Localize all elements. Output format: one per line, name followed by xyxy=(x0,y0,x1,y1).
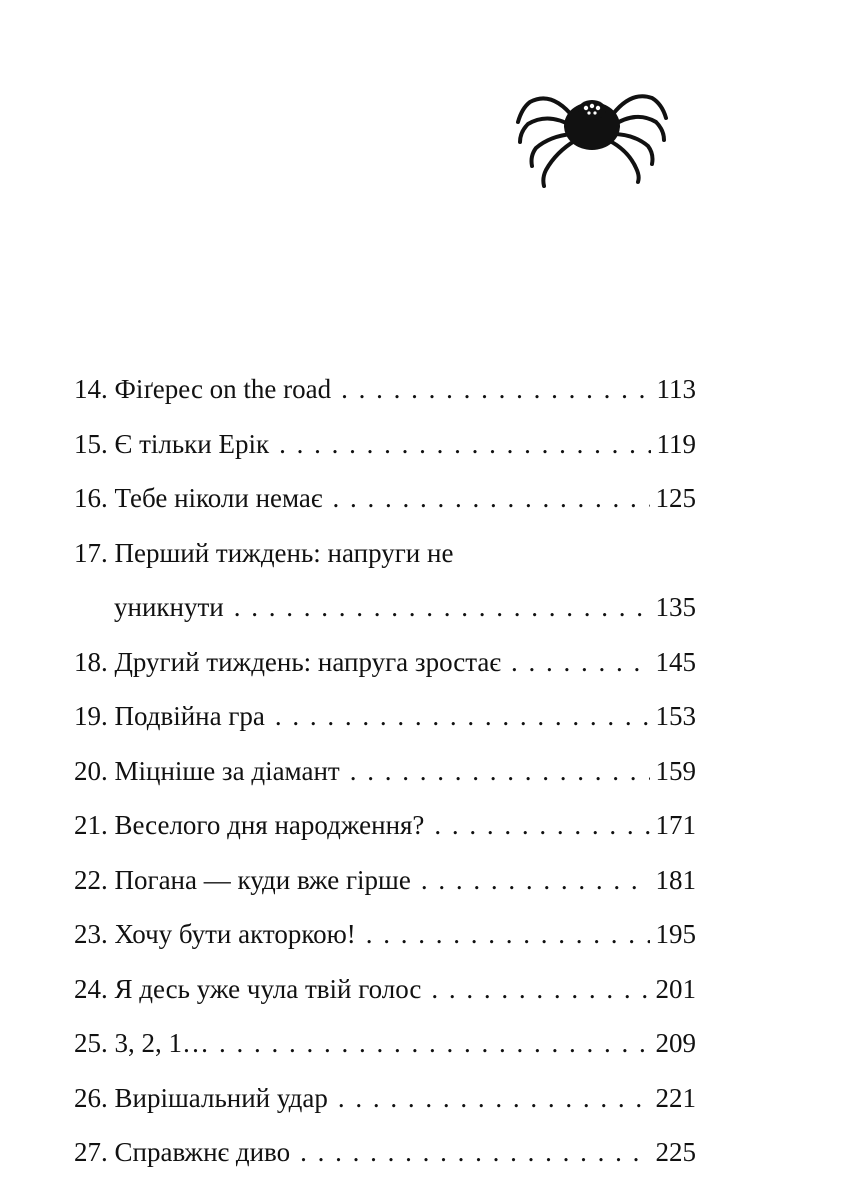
toc-entry-title: 15. Є тільки Ерік xyxy=(74,428,270,459)
toc-entry-22 xyxy=(74,853,696,908)
toc-entry-page: 225 xyxy=(655,1137,696,1167)
toc-entry-page: 135 xyxy=(655,592,696,622)
toc-entry-16 xyxy=(74,471,696,526)
toc-entry-title: 23. Хочу бути акторкою! xyxy=(74,919,356,949)
toc-entry-page: 181 xyxy=(655,864,696,895)
dot-leader xyxy=(219,1016,650,1071)
dot-leader xyxy=(350,744,650,799)
toc-entry-title: 20. Міцніше за діамант xyxy=(74,755,340,786)
dot-leader xyxy=(332,471,649,526)
dot-leader xyxy=(279,417,650,472)
dot-leader xyxy=(511,635,650,690)
toc-entry-title: 18. Другий тиждень: напруга зростає xyxy=(74,646,501,677)
toc-entry-page: 153 xyxy=(655,701,696,731)
toc-entry-14 xyxy=(74,362,696,417)
toc-entry-21 xyxy=(74,798,696,853)
dot-leader xyxy=(341,362,650,417)
toc-entry-title: 25. 3, 2, 1… xyxy=(74,1028,209,1058)
toc-entry-title: 22. Погана — куди вже гірше xyxy=(74,864,411,895)
toc-entry-page: 201 xyxy=(655,973,696,1004)
toc-entry-title: 21. Веселого дня народження? xyxy=(74,810,425,840)
dot-leader xyxy=(366,907,650,962)
toc-entry-title: 19. Подвійна гра xyxy=(74,701,265,731)
toc-entry-17 xyxy=(74,526,696,635)
toc-entry-title: 24. Я десь уже чула твій голос xyxy=(74,973,422,1004)
toc-entry-page: 209 xyxy=(655,1028,696,1058)
toc-entry-19 xyxy=(74,689,696,744)
dot-leader xyxy=(434,798,649,853)
dot-leader xyxy=(300,1125,649,1180)
toc-entry-title: 26. Вирішальний удар xyxy=(74,1082,328,1113)
dot-leader xyxy=(338,1071,650,1126)
toc-entry-title-continuation: уникнути xyxy=(114,592,224,622)
toc-entry-page: 113 xyxy=(656,374,696,404)
toc-entry-page: 221 xyxy=(655,1082,696,1113)
toc-entry-page: 145 xyxy=(655,646,696,677)
toc-entry-15 xyxy=(74,417,696,472)
dot-leader xyxy=(234,580,650,635)
toc-entry-25 xyxy=(74,1016,696,1071)
spider-icon xyxy=(512,78,672,188)
toc-entry-18 xyxy=(74,635,696,690)
toc-entry-title: 14. Фіґерес on the road xyxy=(74,374,332,404)
dot-leader xyxy=(421,853,650,908)
toc-entry-page: 119 xyxy=(656,428,696,459)
dot-leader xyxy=(431,962,649,1017)
toc-entry-title: 27. Справжнє диво xyxy=(74,1137,291,1167)
toc-entry-page: 195 xyxy=(655,919,696,949)
toc-entry-23 xyxy=(74,907,696,962)
toc-entry-24 xyxy=(74,962,696,1017)
toc-entry-page: 171 xyxy=(655,810,696,840)
toc-entry-27 xyxy=(74,1125,696,1180)
table-of-contents xyxy=(74,362,696,1180)
toc-entry-page: 125 xyxy=(655,483,696,513)
toc-entry-page: 159 xyxy=(655,755,696,786)
toc-entry-title: 16. Тебе ніколи немає xyxy=(74,483,323,513)
toc-entry-26 xyxy=(74,1071,696,1126)
toc-entry-20 xyxy=(74,744,696,799)
dot-leader xyxy=(275,689,650,744)
toc-entry-title: 17. Перший тиждень: напруги не xyxy=(74,537,454,568)
